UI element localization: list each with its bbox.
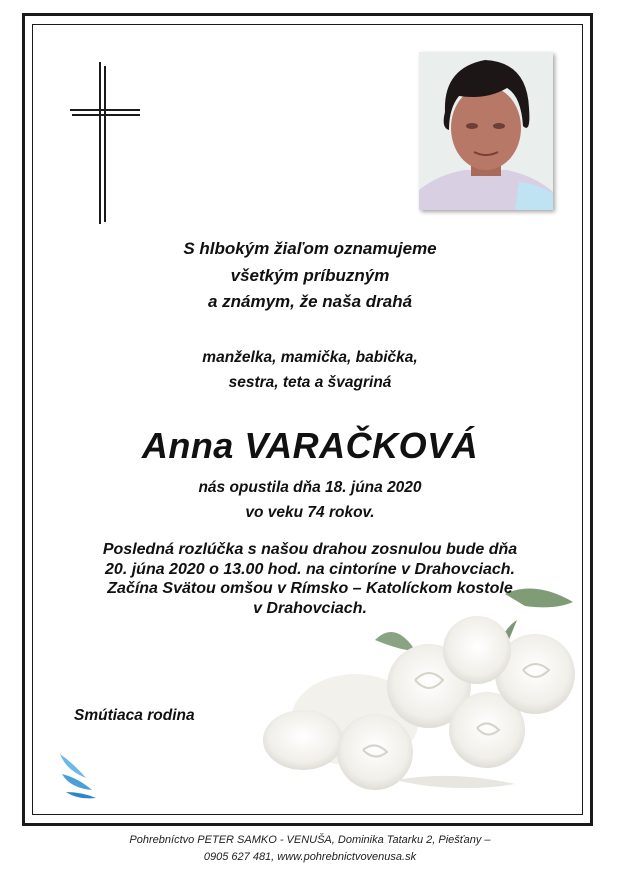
signature: Smútiaca rodina xyxy=(74,707,195,724)
farewell-text xyxy=(60,540,560,618)
cross-icon xyxy=(68,62,142,224)
farewell-line: Začína Svätou omšou v Rímsko – Katolíckom kostole xyxy=(107,580,513,597)
deceased-portrait xyxy=(419,52,553,210)
relation-line: sestra, teta a švagriná xyxy=(228,374,392,391)
deceased-name: Anna VARAČKOVÁ xyxy=(141,425,479,466)
relation-line: manželka, mamička, babička, xyxy=(202,349,418,366)
passing-info xyxy=(40,475,580,525)
intro-line: a známym, že naša drahá xyxy=(207,292,413,311)
intro-line: S hlbokým žiaľom oznamujeme xyxy=(183,239,437,258)
relations-text xyxy=(40,345,580,395)
footer-line: 0905 627 481, www.pohrebnictvovenusa.sk xyxy=(203,851,417,863)
funeral-home-footer xyxy=(0,832,620,866)
passing-date: nás opustila dňa 18. júna 2020 xyxy=(198,479,422,496)
farewell-line: Posledná rozlúčka s našou drahou zosnulou bude dňa xyxy=(102,541,518,558)
footer-line: Pohrebníctvo PETER SAMKO - VENUŠA, Dominika Tatarku 2, Piešťany – xyxy=(129,834,491,846)
passing-age: vo veku 74 rokov. xyxy=(245,504,375,521)
intro-line: všetkým príbuzným xyxy=(230,265,390,285)
farewell-line: 20. júna 2020 o 13.00 hod. na cintoríne v Drahovciach. xyxy=(105,560,515,578)
farewell-line: v Drahovciach. xyxy=(253,599,367,617)
intro-text xyxy=(40,236,580,316)
funeral-home-logo-icon xyxy=(56,748,98,802)
